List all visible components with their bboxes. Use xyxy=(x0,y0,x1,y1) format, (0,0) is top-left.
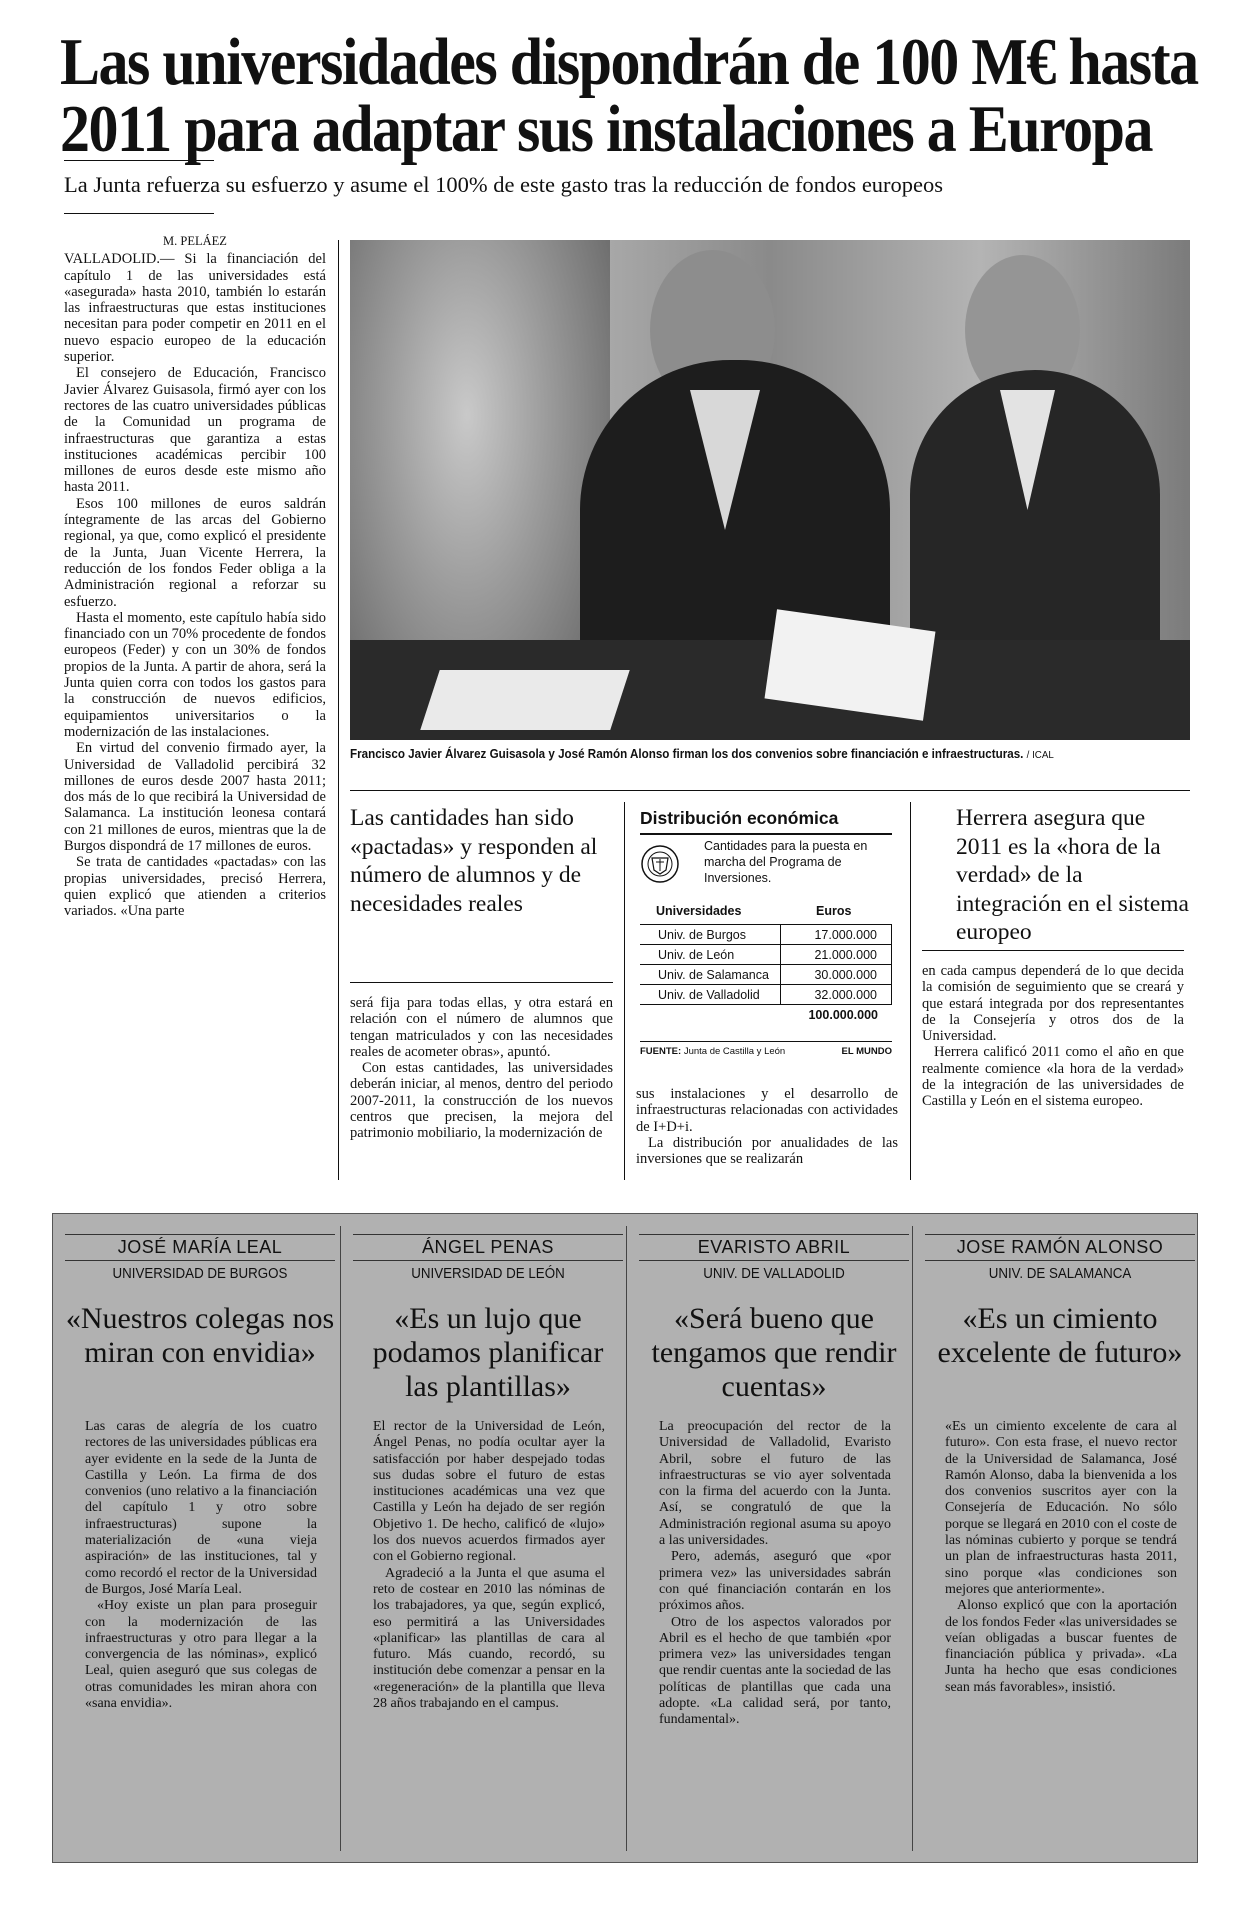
interview-quote: «Es un lujo que podamos planificar las plantillas» xyxy=(372,1302,604,1403)
row-euros: 32.000.000 xyxy=(780,984,892,1004)
interview-quote: «Será bueno que tengamos que rendir cuentas» xyxy=(651,1302,897,1403)
row-euros: 30.000.000 xyxy=(780,964,892,984)
distribution-table xyxy=(640,904,892,1024)
dateline: VALLADOLID.— xyxy=(64,251,175,268)
row-university: Univ. de Valladolid xyxy=(640,984,780,1004)
article-column-1 xyxy=(64,233,326,1180)
headline: Las universidades dispondrán de 100 M€ hasta 2011 para adaptar sus instalaciones a Europa xyxy=(60,24,1198,166)
distribution-title: Distribución económica xyxy=(640,808,839,828)
table-row xyxy=(640,924,892,944)
article-paragraph: sus instalaciones y el desarrollo de infraestructuras relacionadas con actividades de I+D+i. xyxy=(636,1086,898,1135)
article-paragraph: En virtud del convenio firmado ayer, la Universidad de Valladolid percibirá 32 millones de euros desde 2007 hasta 2011; dos más de lo que recibirá la Universidad de Salamanca. La institución leonesa contará con 21 millones de euros, mientras que la de Burgos dispondrá de 17 millones de euros. xyxy=(64,740,326,854)
distribution-note: Cantidades para la puesta en marcha del Programa de Inversiones. xyxy=(704,839,868,885)
total-euros: 100.000.000 xyxy=(808,1008,878,1022)
article-column-2 xyxy=(350,995,613,1180)
article-paragraph: será fija para todas ellas, y otra estará en relación con el número de alumnos que tengan matriculados y con las necesidades reales de acometer obras», apuntó. xyxy=(350,995,613,1060)
interview-text: Las caras de alegría de los cuatro rectores de las universidades públicas era ayer evidente en la sede de la Junta de Castilla y León. La firma de dos convenios (uno relativo a la financiación del capítulo 1 y otro sobre infraestructuras) supone la materialización de «una vieja aspiración» de las instituciones, tal y como recordó el rector de la Universidad de Burgos, José María Leal. «Hoy existe un plan para proseguir con la modernización de las infraestructuras y otro para llegar a la convergencia de las nóminas», explicó Leal, quien aseguró que sus colegas de otras comunidades les miran ahora con «sana envidia». xyxy=(85,1419,317,1712)
row-euros: 17.000.000 xyxy=(780,924,892,944)
article-paragraph: VALLADOLID.— Si la financiación del capítulo 1 de las universidades está «asegurada» hasta 2010, también lo estarán las infraestructuras que estas instituciones necesitan para poder competir en 2011 en el nuevo espacio europeo de la educación superior. xyxy=(64,251,326,366)
interview-penas xyxy=(353,1214,623,1864)
subhead-rule-bottom xyxy=(64,213,214,214)
pullquote-left: Las cantidades han sido «pactadas» y responden al número de alumnos y de necesidades reales xyxy=(350,805,598,917)
interview-separator xyxy=(912,1226,913,1851)
table-row xyxy=(640,944,892,964)
photo-document-left xyxy=(420,670,629,730)
article-paragraph: El consejero de Educación, Francisco Javier Álvarez Guisasola, firmó ayer con los rectores de las cuatro universidades públicas de la Comunidad un programa de infraestructuras que garantiza a estas instituciones académicas percibir 100 millones de euros desde este mismo año hasta 2011. xyxy=(64,365,326,496)
subhead: La Junta refuerza su esfuerzo y asume el 100% de este gasto tras la reducción de fondos europeos xyxy=(64,172,944,197)
interview-text: El rector de la Universidad de León, Ángel Penas, no podía ocultar ayer la satisfacción por haber despejado todas sus dudas sobre el futuro de estas instituciones académicas una vez que Castilla y León ha dejado de ser región Objetivo 1. De hecho, calificó de «lujo» los dos nuevos acuerdos firmados ayer con el Gobierno regional. Agradeció a la Junta el que asuma el reto de costear en 2010 las nóminas de los trabajadores, ya que, según explicó, eso permitirá a las Universidades «planificar» las plantillas de cara al futuro. Más cuando, recordó, su institución debe comenzar a pensar en la «regeneración» de la plantilla que lleva 28 años trabajando en el campus. xyxy=(373,1419,605,1712)
interviewee-org: UNIV. DE VALLADOLID xyxy=(703,1266,845,1282)
article-paragraph: Con estas cantidades, las universidades deberán iniciar, al menos, dentro del periodo 2007-2011, la construcción de los nuevos centros que precisen, la mejora del patrimonio mobiliario, la modernización de xyxy=(350,1060,613,1142)
column-rule xyxy=(910,802,911,1180)
photo-credit: / ICAL xyxy=(1026,749,1054,761)
distribution-rule xyxy=(640,833,892,835)
interviewee-org: UNIV. DE SALAMANCA xyxy=(988,1266,1132,1282)
table-header xyxy=(640,904,892,924)
col-header-universities: Universidades xyxy=(656,904,742,918)
interview-separator xyxy=(626,1226,627,1851)
col-header-euros: Euros xyxy=(816,904,852,918)
article-column-4 xyxy=(922,963,1184,1180)
interviews-panel xyxy=(52,1213,1198,1863)
row-university: Univ. de León xyxy=(640,944,780,964)
interview-abril xyxy=(639,1214,909,1864)
article-paragraph: en cada campus dependerá de lo que decida la comisión de seguimiento que se creará y que estará integrada por dos representantes de la Consejería y otros dos de la Universidad. xyxy=(922,963,1184,1045)
row-university: Univ. de Salamanca xyxy=(640,964,780,984)
interview-quote: «Es un cimiento excelente de futuro» xyxy=(937,1302,1183,1369)
article-paragraph: Hasta el momento, este capítulo había sido financiado con un 70% procedente de fondos europeos (Feder) y con un 30% de fondos propios de la Junta. A partir de ahora, será la Junta quien corra con todos los gastos para la construcción de nuevos edificios, equipamientos universitarios o la modernización de las instalaciones. xyxy=(64,609,326,740)
interview-separator xyxy=(340,1226,341,1851)
table-row xyxy=(640,964,892,984)
article-column-3 xyxy=(636,1086,898,1181)
pullquote-rule xyxy=(922,950,1184,951)
brand-label: EL MUNDO xyxy=(841,1046,892,1057)
interviewee-org: UNIVERSIDAD DE LEÓN xyxy=(411,1266,565,1282)
interviewee-org: UNIVERSIDAD DE BURGOS xyxy=(112,1266,288,1282)
section-rule xyxy=(350,790,1190,791)
article-paragraph: La distribución por anualidades de las inversiones que se realizarán xyxy=(636,1134,898,1168)
pullquote-right: Herrera asegura que 2011 es la «hora de la verdad» de la integración en el sistema europeo xyxy=(956,805,1189,945)
distribution-source: FUENTE: Junta de Castilla y León EL MUNDO xyxy=(640,1041,892,1057)
subhead-rule-top xyxy=(64,160,214,161)
interview-text: La preocupación del rector de la Universidad de Valladolid, Evaristo Abril, sobre el futuro de las infraestructuras se vio ayer solventada con la firma del acuerdo con la Junta. Así, se congratuló de que la Administración regional asuma su apoyo a las universidades. Pero, además, aseguró que «por primera vez» las universidades sabrán con qué financiación contarán en los próximos años. Otro de los aspectos valorados por Abril es el hecho de que también «por primera vez» las universidades tengan que rendir cuentas ante la sociedad de las políticas de plantillas que cada una adopte. «La calidad será, por tanto, fundamental». xyxy=(659,1419,891,1728)
interviewee-name: ÁNGEL PENAS xyxy=(353,1234,623,1261)
news-photo xyxy=(350,240,1190,740)
table-total-row xyxy=(640,1004,892,1024)
article-paragraph: Esos 100 millones de euros saldrán íntegramente de las arcas del Gobierno regional, ya que, como explicó el presidente de la Junta, Juan Vicente Herrera, la reducción de los fondos Feder obliga a la Administración regional a reforzar su esfuerzo. xyxy=(64,495,326,610)
byline: M. PELÁEZ xyxy=(163,234,227,248)
article-paragraph: Herrera calificó 2011 como el año en que realmente comience «la hora de la verdad» de la integración de las universidades de Castilla y León en el sistema europeo. xyxy=(922,1044,1184,1110)
interview-quote: «Nuestros colegas nos miran con envidia» xyxy=(65,1302,335,1369)
row-euros: 21.000.000 xyxy=(780,944,892,964)
interviewee-name: EVARISTO ABRIL xyxy=(639,1234,909,1261)
interview-leal xyxy=(65,1214,335,1864)
interviewee-name: JOSE RAMÓN ALONSO xyxy=(925,1234,1195,1261)
junta-seal-icon xyxy=(640,844,680,884)
interview-text: «Es un cimiento excelente de cara al futuro». Con esta frase, el nuevo rector de la Universidad de Salamanca, José Ramón Alonso, daba la bienvenida a los dos convenios suscritos ayer con la Consejería de Educación. No sólo porque se llegará en 2010 con el coste de las nóminas cubierto y porque se tendrá un plan de infraestructuras hasta 2011, sino porque «las condiciones son mejores que anteriormente». Alonso explicó que con la aportación de los fondos Feder «las universidades se veían obligadas a buscar fuentes de financiación pública y privada». «La Junta ha hecho que esas condiciones sean más favorables», insistió. xyxy=(945,1419,1177,1695)
pullquote-rule xyxy=(350,982,613,983)
article-paragraph: Se trata de cantidades «pactadas» con las propias universidades, precisó Herrera, quien explicó que atienden a criterios variados. «Una parte xyxy=(64,854,326,920)
table-row xyxy=(640,984,892,1004)
row-university: Univ. de Burgos xyxy=(640,924,780,944)
photo-caption: Francisco Javier Álvarez Guisasola y José Ramón Alonso firman los dos convenios sobre financiación e infraestructuras. / ICAL xyxy=(350,747,1054,761)
column-rule xyxy=(338,240,339,1180)
interviewee-name: JOSÉ MARÍA LEAL xyxy=(65,1234,335,1261)
interview-alonso xyxy=(925,1214,1195,1864)
